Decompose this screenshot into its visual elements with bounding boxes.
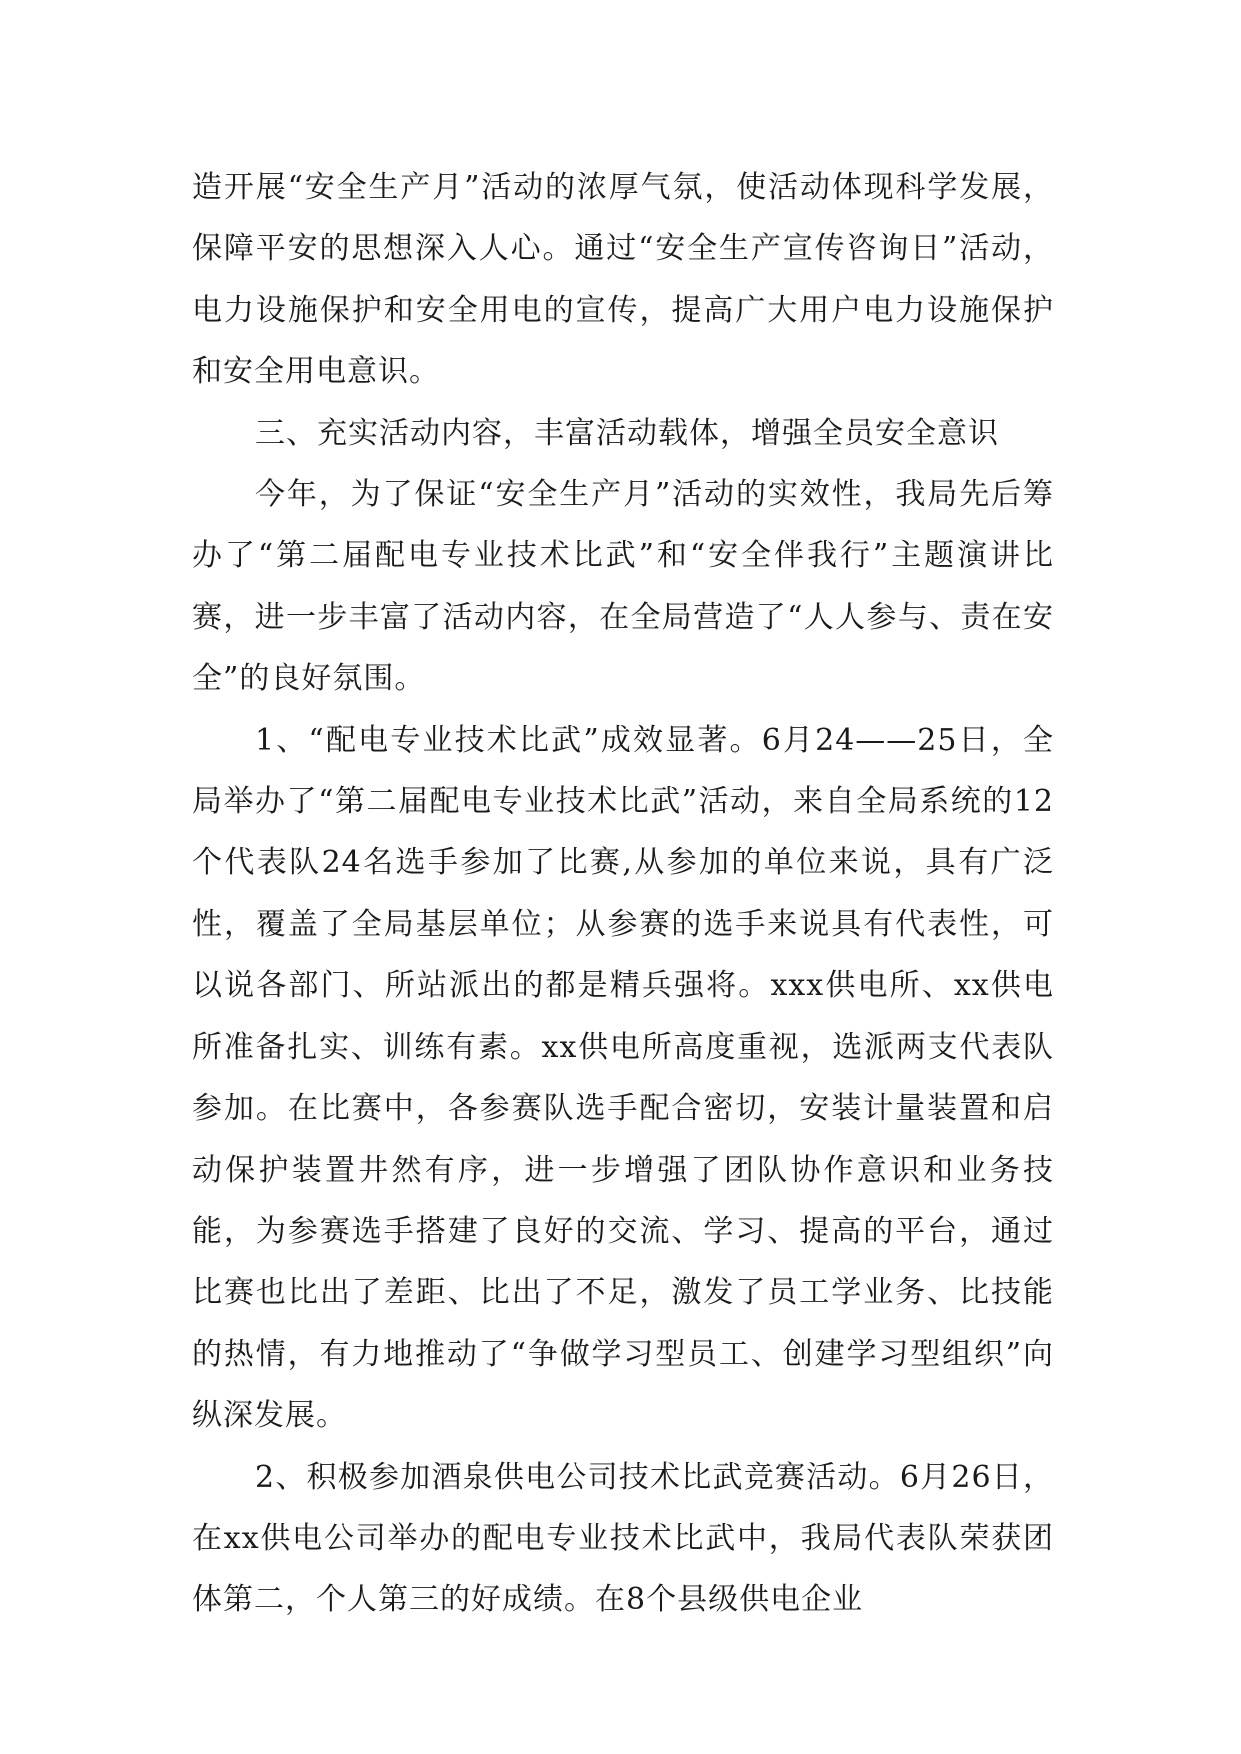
paragraph-intro: 今年，为了保证“安全生产月”活动的实效性，我局先后筹办了“第二届配电专业技术比武”和“安全伴我行”主题演讲比赛，进一步丰富了活动内容，在全局营造了“人人参与、责在安全”的良好氛围。 <box>192 477 1054 697</box>
paragraph-item-1: 1、“配电专业技术比武”成效显著。6月24——25日，全局举办了“第二届配电专业技术比武”活动，来自全局系统的12个代表队24名选手参加了比赛,从参加的单位来说，具有广泛性，覆盖了全局基层单位；从参赛的选手来说具有代表性，可以说各部门、所站派出的都是精兵强将。xxx供电所、xx供电所准备扎实、训练有素。xx供电所高度重视，选派两支代表队参加。在比赛中，各参赛队选手配合密切，安装计量装置和启动保护装置井然有序，进一步增强了团队协作意识和业务技能，为参赛选手搭建了良好的交流、学习、提高的平台，通过比赛也比出了差距、比出了不足，激发了员工学业务、比技能的热情，有力地推动了“争做学习型员工、创建学习型组织”向纵深发展。 <box>192 722 1054 1434</box>
section-heading: 三、充实活动内容，丰富活动载体，增强全员安全意识 <box>255 415 999 451</box>
paragraph-item-2: 2、积极参加酒泉供电公司技术比武竞赛活动。6月26日，在xx供电公司举办的配电专业技术比武中，我局代表队荣获团体第二，个人第三的好成绩。在8个县级供电企业 <box>192 1459 1054 1618</box>
paragraph-continuation: 造开展“安全生产月”活动的浓厚气氛，使活动体现科学发展，保障平安的思想深入人心。通过“安全生产宣传咨询日”活动，电力设施保护和安全用电的宣传，提高广大用户电力设施保护和安全用电意识。 <box>192 170 1054 390</box>
document-body <box>192 157 1054 1631</box>
